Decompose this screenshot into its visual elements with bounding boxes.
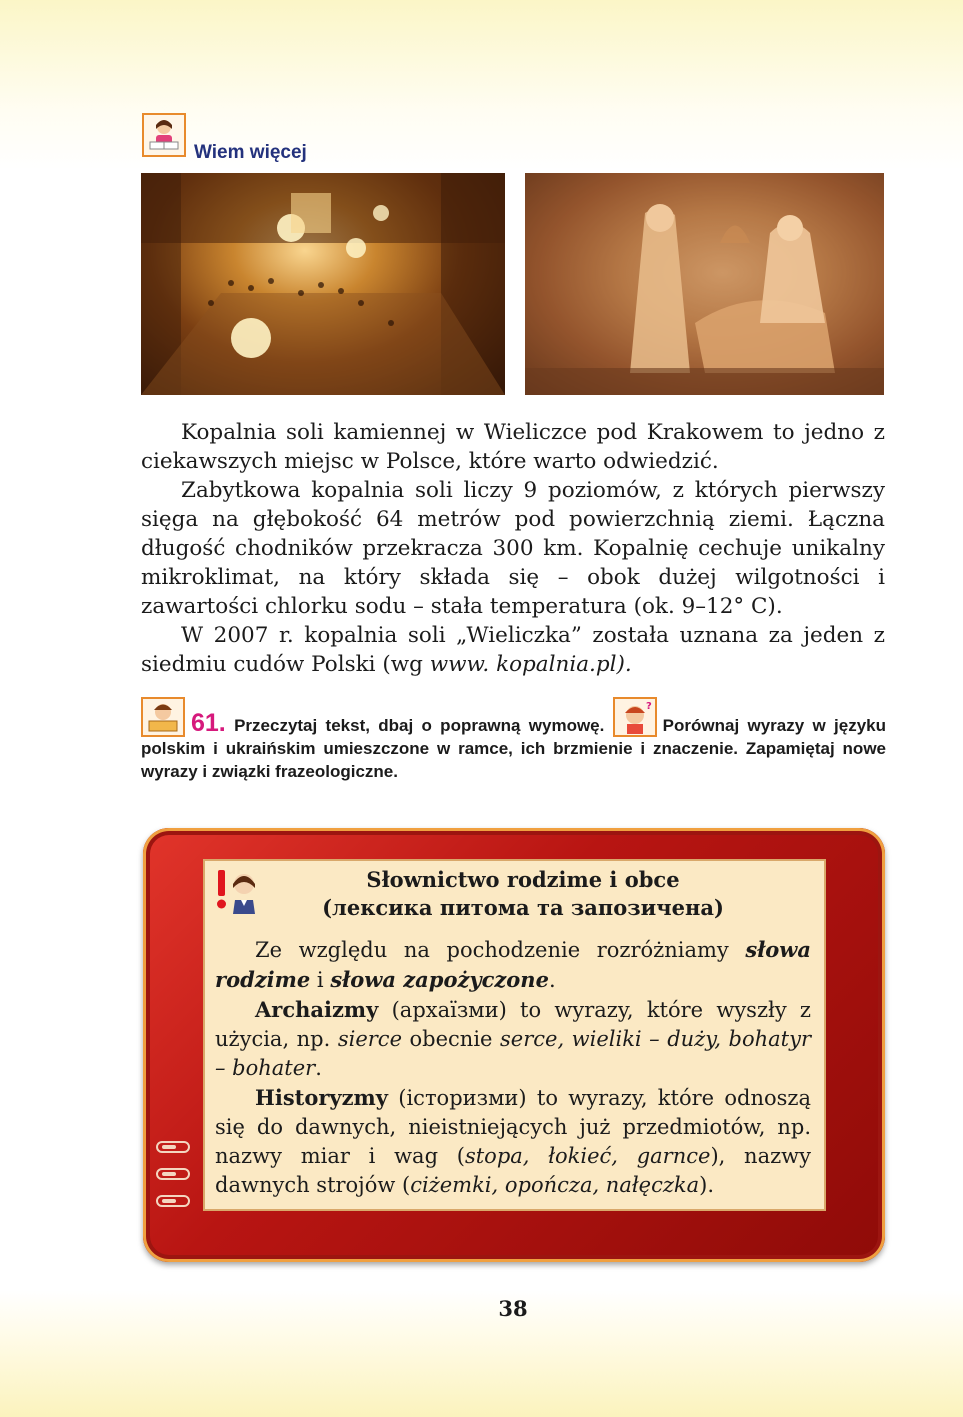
panel-title-line-2: (лексика питома та запозичена) bbox=[322, 895, 724, 920]
paragraph-1: Kopalnia soli kamiennej w Wieliczce pod Krakowem to jedno z ciekawszych miejsc w Polsce, które warto odwiedzić. bbox=[141, 420, 885, 474]
panel-paragraph-3 bbox=[215, 1083, 811, 1200]
exercise-61 bbox=[141, 697, 886, 783]
text-run: (історизми) to wyrazy, które odnoszą się do dawnych, nieistniejących już przedmiotów, np. nazwy miar i wag ( bbox=[215, 1086, 811, 1168]
exercise-instruction-1: Przeczytaj tekst, dbaj o poprawną wymowę. bbox=[234, 716, 605, 735]
exercise-number: 61. bbox=[191, 709, 226, 737]
term-native-words: słowa rodzime bbox=[215, 937, 811, 992]
example-words: serce, wieliki – duży, bohatyr – bohater bbox=[215, 1027, 812, 1080]
term-archaisms: Archaizmy bbox=[255, 997, 379, 1022]
example-word: sierce bbox=[337, 1027, 402, 1051]
panel-paragraph-2 bbox=[215, 995, 811, 1083]
paragraph-3 bbox=[141, 621, 885, 679]
panel-title bbox=[263, 866, 783, 922]
text-run: Ze względu na pochodzenie rozróżniamy bbox=[255, 938, 746, 962]
panel-title-line-1: Słownictwo rodzime i obce bbox=[366, 867, 680, 892]
text-run: ), nazwy dawnych strojów ( bbox=[215, 1144, 811, 1197]
term-historisms: Historyzmy bbox=[255, 1085, 388, 1110]
source-link[interactable]: www. kopalnia.pl). bbox=[429, 652, 632, 677]
frame-button-2 bbox=[156, 1168, 190, 1180]
svg-text:?: ? bbox=[645, 701, 652, 712]
panel-text bbox=[215, 935, 811, 1200]
reading-child-icon bbox=[141, 697, 185, 737]
thinking-child-icon bbox=[613, 697, 657, 737]
paragraph-2: Zabytkowa kopalnia soli liczy 9 poziomów, z których pierwszy sięga na głębokość 64 metrów pod powierzchnią ziemi. Łączna długość chodników przekracza 300 km. Kopalnię cechuje unikalny mikroklimat, na który składa się – obok dużej wilgotności i zawartości chlorku sodu – stała temperatura (ok. 9–12° C). bbox=[141, 478, 885, 619]
paragraph-3-text: W 2007 r. kopalnia soli „Wieliczka” została uznana za jeden z siedmiu cudów Polski (wg bbox=[141, 623, 885, 677]
text-run: (архаїзми) to wyrazy, które wyszły z użycia, np. bbox=[215, 998, 811, 1051]
example-words: ciżemki, opończa, nałęczka bbox=[410, 1173, 700, 1197]
frame-button-3 bbox=[156, 1195, 190, 1207]
example-words: stopa, łokieć, garnce bbox=[464, 1144, 711, 1168]
exclamation-teacher-icon bbox=[213, 866, 261, 914]
text-run: obecnie bbox=[402, 1027, 501, 1051]
exercise-instruction-2: Porównaj wyrazy w języku polskim i ukraińskim umieszczone w ramce, ich brzmienie i znaczenie. Zapamiętaj nowe wyrazy i związki frazeologiczne. bbox=[141, 716, 886, 781]
term-borrowed-words: słowa zapożyczone bbox=[330, 967, 549, 992]
text-run: . bbox=[548, 968, 556, 992]
page-number: 38 bbox=[498, 1296, 528, 1321]
frame-button-1 bbox=[156, 1141, 190, 1153]
article-text bbox=[141, 418, 885, 679]
salt-mine-chapel-photo bbox=[141, 173, 505, 395]
section-title: Wiem więcej bbox=[194, 142, 307, 163]
salt-sculpture-photo bbox=[525, 173, 884, 395]
reading-girl-icon bbox=[142, 113, 186, 157]
text-run: . bbox=[315, 1056, 322, 1080]
panel-paragraph-1 bbox=[215, 935, 811, 995]
text-run: ). bbox=[699, 1173, 715, 1197]
text-run: i bbox=[310, 968, 331, 992]
